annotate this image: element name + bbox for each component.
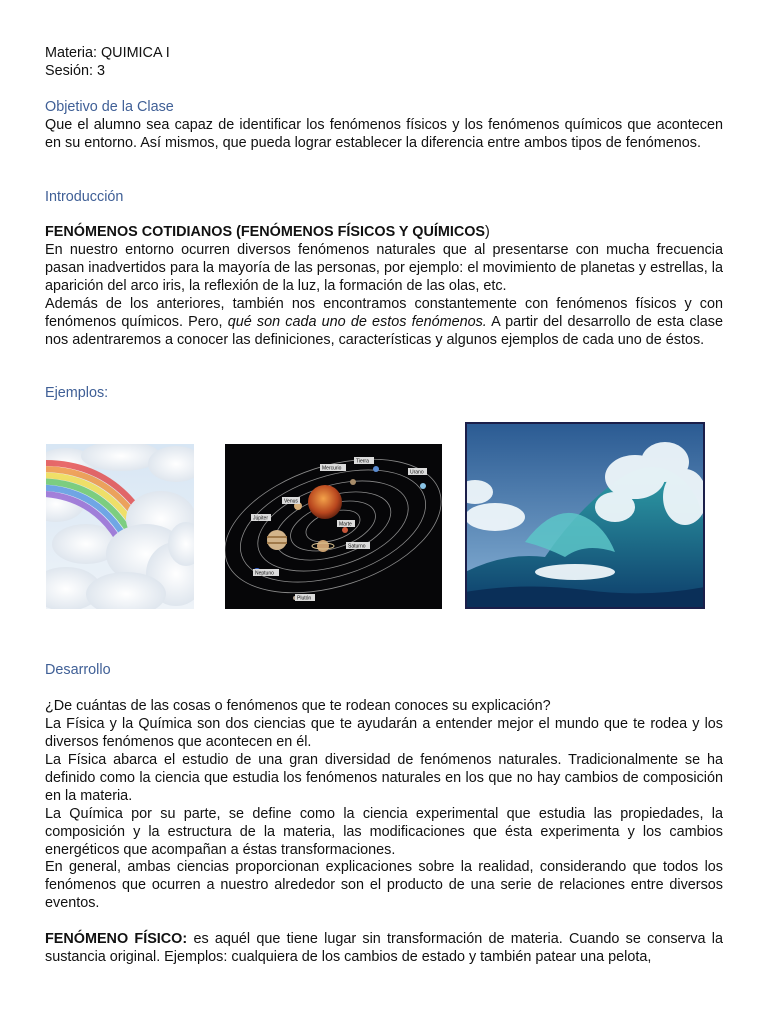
fenomenos-cotidianos-title: FENÓMENOS COTIDIANOS (FENÓMENOS FÍSICOS Y QUÍMICOS xyxy=(45,224,486,240)
label-mercurio: Mercurio xyxy=(322,465,342,472)
rainbow-image xyxy=(46,444,194,609)
p2-start: Además de los anteriores, también nos encontramos constantemente con fenómenos físicos y con fenómenos químicos. Pero, xyxy=(45,296,723,330)
introduccion-heading: Introducción xyxy=(45,189,124,205)
label-jupiter: Júpiter xyxy=(253,515,269,522)
fenomenos-cotidianos-heading xyxy=(45,224,723,242)
label-marte: Marte xyxy=(339,521,352,528)
label-venus: Venus xyxy=(284,498,298,505)
introduccion-paragraph-2 xyxy=(45,296,723,349)
objetivo-text: Que el alumno sea capaz de identificar los fenómenos físicos y los fenómenos químicos que acontecen en su entorno. Así mismos, que pueda lograr establecer la diferencia entre ambos tipos de fenómenos. xyxy=(45,117,723,151)
label-neptuno: Neptuno xyxy=(255,570,274,577)
fenomenos-cotidianos-paren: ) xyxy=(485,224,490,240)
label-urano: Urano xyxy=(410,469,424,476)
objetivo-heading: Objetivo de la Clase xyxy=(45,99,174,115)
desarrollo-paragraph-4: La Química por su parte, se define como la ciencia experimental que estudia las propiedades, la composición y la estructura de la materia, las modificaciones que ésta experimenta y los cambios energéticos que acompañan a éstas transformaciones. xyxy=(45,806,723,858)
label-saturno: Saturno xyxy=(348,543,366,550)
header-block xyxy=(45,45,723,81)
introduccion-paragraph-1: En nuestro entorno ocurren diversos fenómenos naturales que al presentarse con mucha frecuencia pasan inadvertidos para la mayoría de las personas, por ejemplo: el movimiento de planetas y estrellas, la aparición del arco iris, la reflexión de la luz, la formación de las olas, etc. xyxy=(45,242,723,294)
fenomeno-fisico-paragraph xyxy=(45,931,723,967)
sesion-line: Sesión: 3 xyxy=(45,62,106,79)
solar-system-image xyxy=(225,444,442,609)
materia-line: Materia: QUIMICA I xyxy=(45,45,170,61)
desarrollo-paragraph-3: La Física abarca el estudio de una gran diversidad de fenómenos naturales. Tradicionalmente se ha definido como la ciencia que estudia los fenómenos naturales en los que no hay cambios de composición en la materia. xyxy=(45,752,723,804)
desarrollo-heading: Desarrollo xyxy=(45,662,111,678)
p2-italic: qué son cada uno de estos fenómenos. xyxy=(227,313,487,330)
wave-image xyxy=(465,422,705,609)
desarrollo-paragraph-5: En general, ambas ciencias proporcionan explicaciones sobre la realidad, considerando que todos los fenómenos que ocurren a nuestro alrededor son el producto de una serie de relaciones entre diversos eventos. xyxy=(45,859,723,911)
fenomeno-fisico-text: es aquél que tiene lugar sin transformación de materia. Cuando se conserva la sustancia original. Ejemplos: cualquiera de los cambios de estado y también patear una pelota, xyxy=(45,931,723,965)
fenomeno-fisico-label: FENÓMENO FÍSICO: xyxy=(45,931,188,947)
label-tierra: Tierra xyxy=(356,458,369,465)
desarrollo-paragraph-1: ¿De cuántas de las cosas o fenómenos que te rodean conoces su explicación? xyxy=(45,698,551,714)
label-pluton: Plutón xyxy=(297,595,312,602)
desarrollo-paragraph-2: La Física y la Química son dos ciencias que te ayudarán a entender mejor el mundo que te rodea y los diversos fenómenos que acontecen en él. xyxy=(45,716,723,750)
ejemplos-heading: Ejemplos: xyxy=(45,385,109,401)
p2-end: A partir del desarrollo de esta clase nos adentraremos a conocer las definiciones, características y algunos ejemplos de cada uno de éstos. xyxy=(45,313,723,348)
